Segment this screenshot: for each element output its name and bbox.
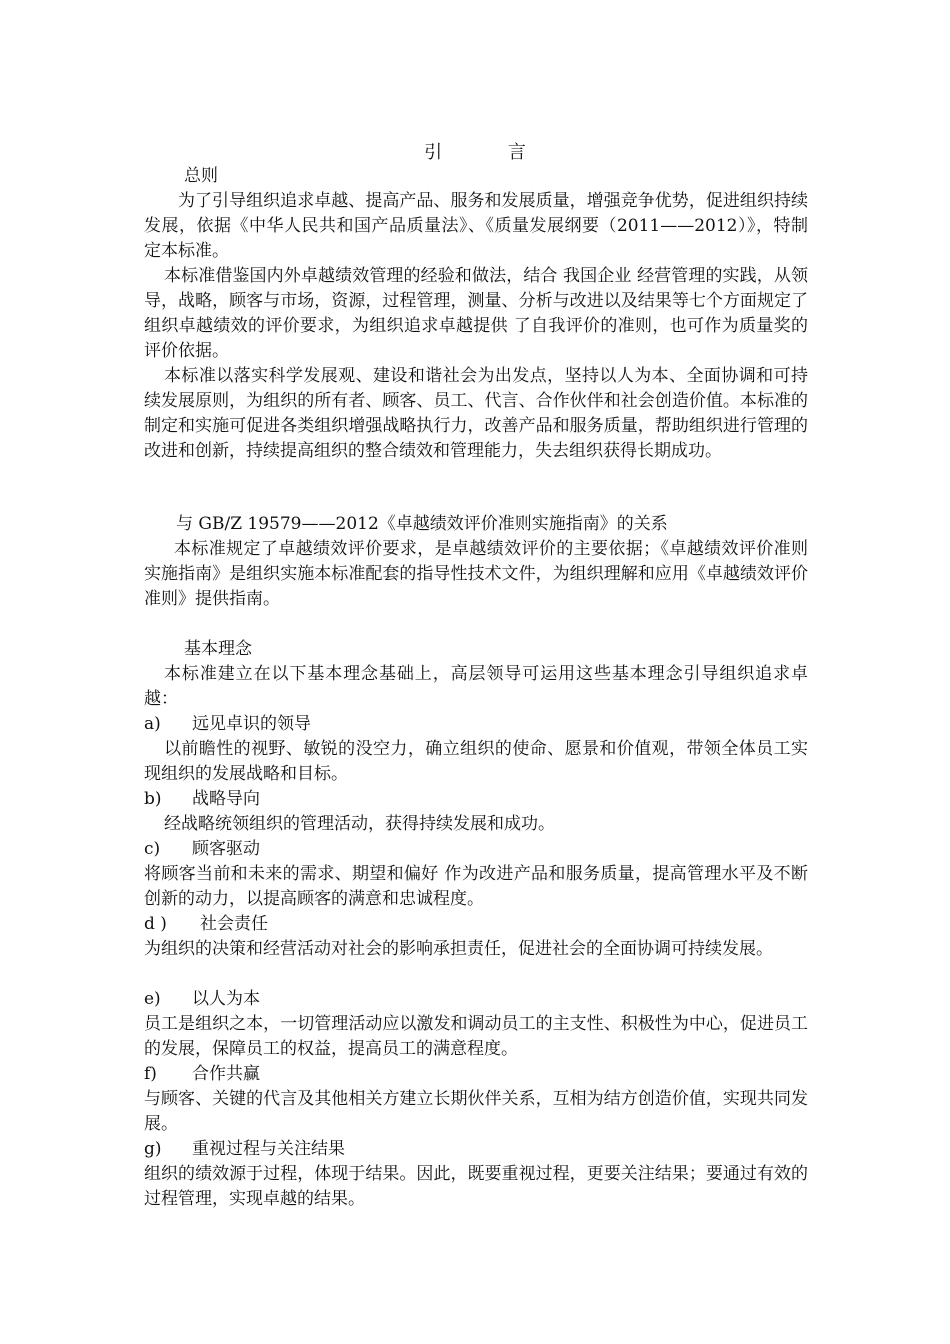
list-item-title: 战略导向 (192, 789, 260, 809)
list-item-heading (144, 787, 260, 812)
list-item-label: b) (144, 789, 162, 809)
section-heading-relation: 与 GB/Z 19579——2012《卓越绩效评价准则实施指南》的关系 (176, 514, 668, 534)
list-item-label: e) (144, 989, 161, 1009)
paragraph-concepts-intro: 本标准建立在以下基本理念基础上，高层领导可运用这些基本理念引导组织追求卓越： (144, 664, 808, 709)
list-item-heading (144, 987, 260, 1012)
list-item-title: 合作共赢 (192, 1064, 260, 1084)
list-item-text: 将顾客当前和未来的需求、期望和偏好 作为改进产品和服务质量，提高管理水平及不断创新的动力，以提高顾客的满意和忠诚程度。 (144, 864, 808, 909)
list-item-heading (144, 1137, 345, 1162)
list-item-heading (144, 712, 311, 737)
list-item-text: 为组织的决策和经营活动对社会的影响承担责任，促进社会的全面协调可持续发展。 (144, 939, 773, 959)
paragraph-general-1: 为了引导组织追求卓越、提高产品、服务和发展质量，增强竞争优势，促进组织持续发展，依据《中华人民共和国产品质量法》、《质量发展纲要（2011——2012）》，特制定本标准。 (144, 191, 808, 261)
paragraph-general-2: 本标准借鉴国内外卓越绩效管理的经验和做法，结合 我国企业 经营管理的实践，从领导，战略，顾客与市场，资源，过程管理，测量、分析与改进以及结果等七个方面规定了组织卓越绩效的评价要求，为组织追求卓越提供 了自我评价的准则，也可作为质量奖的评价依据。 (144, 266, 808, 361)
list-item-text: 以前瞻性的视野、敏锐的没空力，确立组织的使命、愿景和价值观，带领全体员工实现组织的发展战略和目标。 (144, 739, 808, 784)
list-item-text: 与顾客、关键的代言及其他相关方建立长期伙伴关系，互相为结方创造价值，实现共同发展。 (144, 1089, 808, 1134)
list-item-label: g) (144, 1139, 162, 1159)
list-item-label: a) (144, 714, 161, 734)
section-heading-concepts: 基本理念 (184, 639, 252, 659)
list-item-text: 员工是组织之本，一切管理活动应以激发和调动员工的主支性、积极性为中心，促进员工的发展，保障员工的权益，提高员工的满意程度。 (144, 1014, 808, 1059)
list-item-text: 组织的绩效源于过程，体现于结果。因此，既要重视过程，更要关注结果；要通过有效的过程管理，实现卓越的结果。 (144, 1164, 808, 1209)
list-item-label: d ) (144, 914, 167, 934)
list-item-title: 以人为本 (192, 989, 260, 1009)
list-item-text: 经战略统领组织的管理活动，获得持续发展和成功。 (164, 814, 555, 834)
list-item-label: c) (144, 839, 161, 859)
list-item-label: f) (144, 1064, 157, 1084)
section-heading-general: 总则 (184, 166, 218, 186)
paragraph-general-3: 本标准以落实科学发展观、建设和谐社会为出发点，坚持以人为本、全面协调和可持续发展原则，为组织的所有者、顾客、员工、代言、合作伙伴和社会创造价值。本标准的制定和实施可促进各类组织增强战略执行力，改善产品和服务质量，帮助组织进行管理的改进和创新，持续提高组织的整合绩效和管理能力，失去组织获得长期成功。 (144, 366, 808, 461)
list-item-title: 顾客驱动 (192, 839, 260, 859)
paragraph-relation-1: 本标准规定了卓越绩效评价要求，是卓越绩效评价的主要依据；《卓越绩效评价准则实施指南》是组织实施本标准配套的指导性技术文件，为组织理解和应用《卓越绩效评价准则》提供指南。 (144, 539, 808, 609)
document-title: 引 言 (424, 142, 556, 163)
list-item-heading (144, 837, 260, 862)
list-item-title: 重视过程与关注结果 (192, 1139, 345, 1159)
list-item-title: 远见卓识的领导 (192, 714, 311, 734)
list-item-heading (144, 912, 268, 937)
list-item-heading (144, 1062, 260, 1087)
list-item-title: 社会责任 (200, 914, 268, 934)
